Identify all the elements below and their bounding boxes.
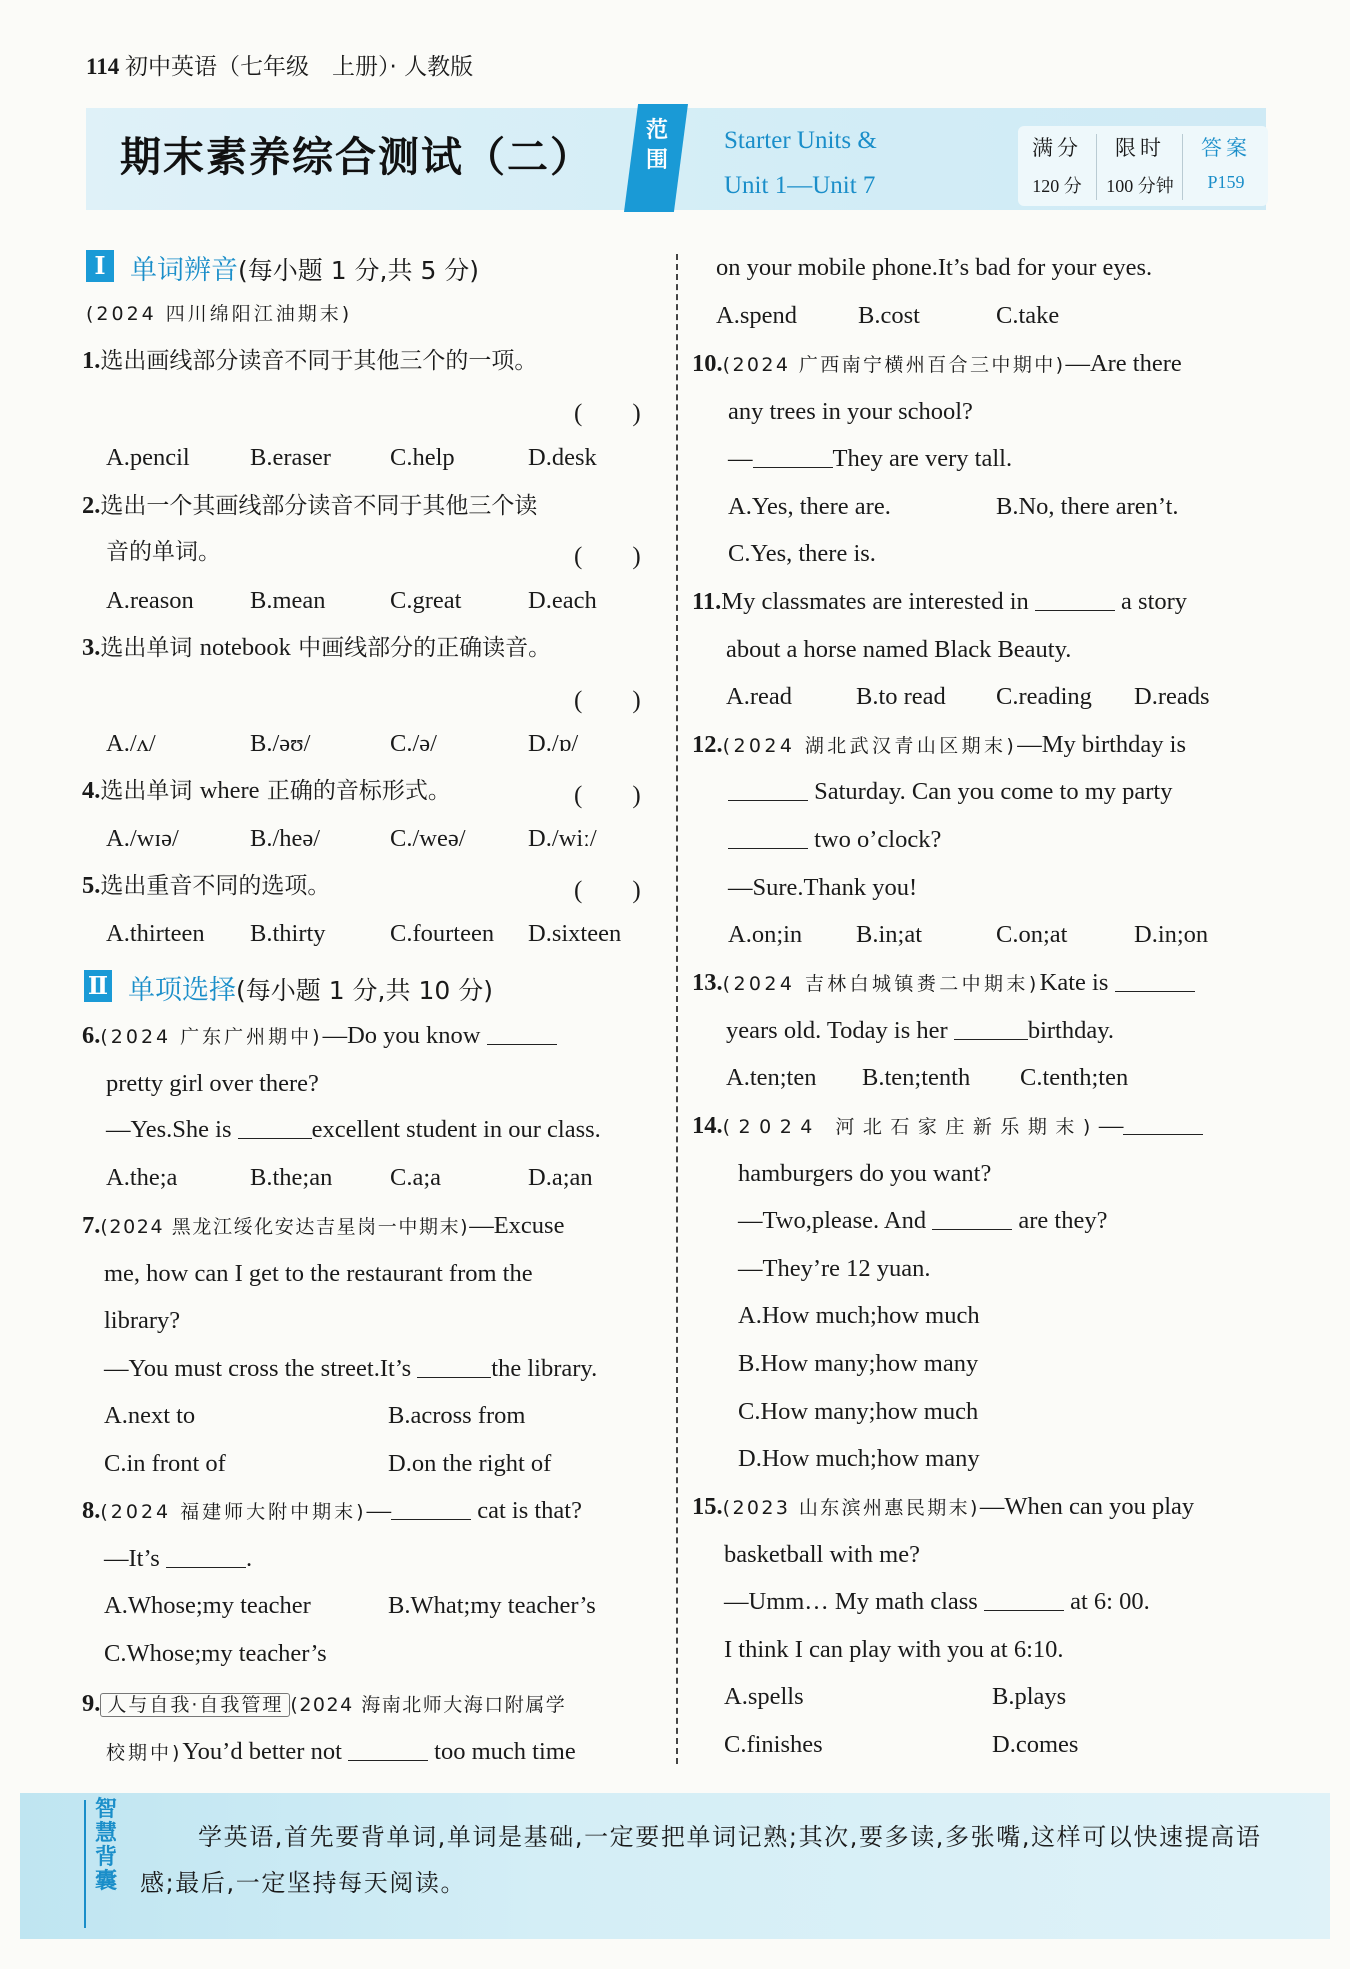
question-14-line-3 — [738, 1205, 1107, 1237]
option-b[interactable]: B.plays — [992, 1683, 1067, 1710]
option-a[interactable]: A.How much;how much — [738, 1302, 980, 1329]
scope-label: 范围 — [645, 118, 668, 173]
question-15-line-2: basketball with me? — [724, 1541, 920, 1568]
question-number: 14. — [692, 1112, 723, 1139]
option-a[interactable]: A.next to — [104, 1402, 196, 1429]
option-c[interactable]: C.reading — [996, 683, 1092, 710]
question-number: 2. — [82, 492, 101, 519]
question-6-line-3 — [106, 1114, 601, 1146]
question-text: Saturday. Can you come to my party — [814, 778, 1173, 805]
question-source: (2024 广西南宁横州百合三中期中) — [722, 354, 1066, 376]
page-title: 期末素养综合测试（二） — [120, 133, 593, 181]
question-text: 选出单词 — [100, 635, 200, 661]
question-number: 13. — [692, 969, 723, 996]
time-limit-cell — [1098, 126, 1182, 206]
time-limit-value: 100 分钟 — [1106, 176, 1174, 196]
question-10-line-1 — [692, 348, 1182, 381]
question-text: two o’clock? — [814, 826, 942, 853]
question-text: 选出画线部分读音不同于其他三个的一项。 — [100, 348, 538, 374]
option-a[interactable]: A.the;a — [106, 1164, 178, 1191]
fill-blank[interactable] — [1123, 1112, 1203, 1135]
option-a[interactable]: A.pencil — [106, 444, 190, 471]
question-11-line-1 — [692, 586, 1187, 618]
option-b[interactable]: B.How many;how many — [738, 1350, 979, 1377]
section-1-name: 单词辨音 — [130, 255, 238, 286]
question-source: (2024 福建师大附中期末) — [100, 1501, 367, 1523]
option-b[interactable]: B.thirty — [250, 920, 326, 947]
option-c[interactable]: C.finishes — [724, 1731, 823, 1758]
question-number: 10. — [692, 350, 723, 377]
question-12-line-4: —Sure.Thank you! — [728, 874, 918, 901]
question-text: — — [1098, 1112, 1124, 1139]
question-14-line-1 — [692, 1110, 1203, 1143]
page-number: 114 — [86, 54, 120, 79]
question-text: —My birthday is — [1017, 731, 1187, 758]
option-d[interactable]: D.a;an — [528, 1164, 593, 1191]
question-text: years old. Today is her — [726, 1017, 948, 1044]
scope-line-2: Unit 1—Unit 7 — [724, 172, 876, 199]
exam-info-table — [1018, 126, 1268, 206]
option-b[interactable]: B.No, there aren’t. — [996, 493, 1179, 520]
fill-blank[interactable] — [984, 1588, 1064, 1611]
question-9-line-3: on your mobile phone.It’s bad for your eyes. — [716, 254, 1153, 281]
question-2-stem — [82, 490, 537, 522]
question-text: —When can you play — [979, 1493, 1195, 1520]
full-score-value: 120 分 — [1032, 176, 1082, 196]
answer-blank[interactable]: ( ) — [574, 782, 641, 809]
question-text: a story — [1121, 588, 1188, 615]
book-title: 初中英语（七年级 上册）· 人教版 — [124, 54, 474, 80]
question-9-line-1 — [82, 1688, 566, 1721]
question-text: My classmates are interested in — [721, 588, 1029, 615]
option-b[interactable]: B.eraser — [250, 444, 331, 471]
question-text: You’d better not — [182, 1738, 342, 1765]
question-15-line-3 — [724, 1586, 1150, 1618]
question-source: (2024 黑龙江绥化安达吉星岗一中期末) — [100, 1216, 470, 1238]
column-divider — [676, 254, 678, 1764]
question-number: 12. — [692, 731, 723, 758]
option-c[interactable]: C./weə/ — [390, 825, 466, 852]
option-a[interactable]: A./ʌ/ — [106, 730, 156, 757]
option-c[interactable]: C.fourteen — [390, 920, 495, 947]
option-c[interactable]: C.great — [390, 587, 462, 614]
fill-blank[interactable] — [238, 1116, 312, 1139]
option-c[interactable]: C.Yes, there is. — [728, 540, 876, 567]
question-text: — — [728, 445, 753, 472]
answer-label: 答案 — [1201, 136, 1251, 160]
question-8-line-2 — [104, 1543, 252, 1575]
target-word: where — [199, 777, 260, 804]
question-number: 15. — [692, 1493, 723, 1520]
question-12-line-3 — [728, 824, 941, 856]
question-text: —Do you know — [322, 1022, 481, 1049]
question-14-line-2: hamburgers do you want? — [738, 1160, 992, 1187]
fill-blank[interactable] — [728, 778, 808, 801]
option-c[interactable]: C.How many;how much — [738, 1398, 979, 1425]
fill-blank[interactable] — [954, 1017, 1028, 1040]
section-1-title — [130, 248, 479, 287]
divider — [1182, 134, 1183, 200]
option-d[interactable]: D.sixteen — [528, 920, 622, 947]
option-d[interactable]: D.comes — [992, 1731, 1079, 1758]
question-number: 9. — [82, 1690, 101, 1717]
question-source: (2024 吉林白城镇赉二中期末) — [722, 973, 1040, 995]
question-4-stem — [82, 775, 451, 807]
option-c[interactable]: C.Whose;my teacher’s — [104, 1640, 327, 1667]
question-text: 选出一个其画线部分读音不同于其他三个读 — [100, 493, 538, 519]
question-text: —You must cross the street.It’s — [104, 1355, 412, 1382]
question-7-line-2: me, how can I get to the restaurant from the — [104, 1260, 533, 1287]
answer-blank[interactable]: ( ) — [574, 400, 641, 427]
question-text: They are very tall. — [832, 445, 1013, 472]
option-b[interactable]: B./əʊ/ — [250, 730, 311, 757]
question-source: (2024 湖北武汉青山区期末) — [722, 735, 1018, 757]
section-1-source: (2024 四川绵阳江油期末) — [86, 303, 353, 325]
option-a[interactable]: A.Yes, there are. — [728, 493, 891, 520]
question-number: 5. — [82, 872, 101, 899]
option-c[interactable]: C.on;at — [996, 921, 1068, 948]
question-number: 11. — [692, 588, 722, 615]
scope-line-1: Starter Units & — [724, 127, 877, 154]
question-text: —It’s — [104, 1545, 160, 1572]
option-d[interactable]: D./ɒ/ — [528, 730, 579, 757]
fill-blank[interactable] — [417, 1355, 491, 1378]
tip-label: 智慧背囊 — [94, 1797, 117, 1894]
divider — [1096, 134, 1097, 200]
option-b[interactable]: B.ten;tenth — [862, 1064, 971, 1091]
answer-cell[interactable] — [1184, 126, 1268, 206]
fill-blank[interactable] — [487, 1022, 557, 1045]
option-a[interactable]: A./wɪə/ — [106, 825, 179, 852]
question-7-line-1 — [82, 1210, 564, 1243]
question-text: — — [366, 1497, 392, 1524]
question-12-line-2 — [728, 776, 1172, 808]
option-d[interactable]: D.in;on — [1134, 921, 1209, 948]
option-a[interactable]: A.on;in — [728, 921, 803, 948]
section-2-name: 单项选择 — [128, 975, 236, 1006]
fill-blank[interactable] — [932, 1207, 1012, 1230]
tip-text: 学英语,首先要背单词,单词是基础,一定要把单词记熟;其次,要多读,多张嘴,这样可以快速提高语感;最后,一定坚持每天阅读。 — [140, 1823, 1262, 1897]
fill-blank[interactable] — [1035, 588, 1115, 611]
option-d[interactable]: D.on the right of — [388, 1450, 552, 1477]
question-13-line-1 — [692, 967, 1195, 1000]
question-text: —Yes.She is — [106, 1116, 232, 1143]
option-a[interactable]: A.spend — [716, 302, 797, 329]
question-text: are they? — [1018, 1207, 1108, 1234]
option-c[interactable]: C.tenth;ten — [1020, 1064, 1129, 1091]
question-source: 校期中) — [106, 1742, 183, 1764]
question-source: (2024 海南北师大海口附属学 — [290, 1694, 567, 1716]
option-c[interactable]: C.help — [390, 444, 455, 471]
option-c[interactable]: C.a;a — [390, 1164, 442, 1191]
option-a[interactable]: A.Whose;my teacher — [104, 1592, 311, 1619]
question-text: —Two,please. And — [738, 1207, 927, 1234]
fill-blank[interactable] — [166, 1545, 246, 1568]
option-b[interactable]: B.mean — [250, 587, 326, 614]
fill-blank[interactable] — [1115, 969, 1195, 992]
target-word: notebook — [199, 634, 291, 661]
question-text: birthday. — [1027, 1017, 1114, 1044]
fill-blank[interactable] — [728, 826, 808, 849]
section-1-badge: Ⅰ — [86, 250, 114, 282]
option-a[interactable]: A.reason — [106, 587, 194, 614]
question-number: 4. — [82, 777, 101, 804]
running-header — [86, 48, 473, 81]
question-7-line-3: library? — [104, 1307, 181, 1334]
question-text: the library. — [491, 1355, 598, 1382]
section-2-scoring: (每小题 1 分,共 10 分) — [236, 976, 493, 1005]
question-text: —Are there — [1065, 350, 1182, 377]
question-text: 选出单词 — [100, 778, 200, 804]
question-5-stem — [82, 870, 330, 902]
question-text: 选出重音不同的选项。 — [100, 873, 331, 899]
answer-page-link[interactable]: P159 — [1207, 172, 1245, 192]
question-text: —Umm… My math class — [724, 1588, 978, 1615]
option-c[interactable]: C.in front of — [104, 1450, 226, 1477]
option-d[interactable]: D.each — [528, 587, 597, 614]
question-12-line-1 — [692, 729, 1186, 762]
option-d[interactable]: D.How much;how many — [738, 1445, 980, 1472]
question-number: 8. — [82, 1497, 101, 1524]
question-source: (2024 河北石家庄新乐期末) — [722, 1116, 1099, 1138]
question-15-line-4: I think I can play with you at 6:10. — [724, 1636, 1064, 1663]
question-1-stem — [82, 345, 537, 377]
question-13-line-2 — [726, 1015, 1114, 1047]
question-number: 7. — [82, 1212, 101, 1239]
question-number: 1. — [82, 347, 101, 374]
question-text: at 6: 00. — [1070, 1588, 1150, 1615]
question-text: —Excuse — [469, 1212, 565, 1239]
question-6-line-2: pretty girl over there? — [106, 1070, 319, 1097]
option-d[interactable]: D./wiː/ — [528, 825, 597, 852]
question-9-line-2 — [106, 1736, 576, 1769]
time-limit-label: 限时 — [1115, 136, 1165, 160]
answer-blank[interactable]: ( ) — [574, 687, 641, 714]
fill-blank[interactable] — [753, 445, 833, 468]
option-a[interactable]: A.read — [726, 683, 792, 710]
question-15-line-1 — [692, 1491, 1194, 1524]
full-score-cell — [1018, 126, 1096, 206]
fill-blank[interactable] — [348, 1738, 428, 1761]
option-b[interactable]: B.to read — [856, 683, 946, 710]
answer-blank[interactable]: ( ) — [574, 543, 641, 570]
option-b[interactable]: B.What;my teacher’s — [388, 1592, 596, 1619]
question-number: 6. — [82, 1022, 101, 1049]
question-3-stem — [82, 632, 551, 664]
question-text: Kate is — [1039, 969, 1109, 996]
full-score-label: 满分 — [1032, 136, 1082, 160]
option-a[interactable]: A.spells — [724, 1683, 804, 1710]
question-text: . — [245, 1545, 253, 1572]
topic-tag: 人与自我·自我管理 — [100, 1693, 290, 1717]
question-text: 中画线部分的正确读音。 — [290, 635, 552, 661]
question-number: 3. — [82, 634, 101, 661]
question-source: (2023 山东滨州惠民期末) — [722, 1497, 980, 1519]
option-b[interactable]: B.the;an — [250, 1164, 333, 1191]
option-c[interactable]: C.take — [996, 302, 1060, 329]
section-2-title — [128, 968, 493, 1007]
question-text-continued: 音的单词。 — [106, 539, 221, 565]
question-text: excellent student in our class. — [311, 1116, 601, 1143]
section-1-scoring: (每小题 1 分,共 5 分) — [238, 256, 480, 285]
fill-blank[interactable] — [391, 1497, 471, 1520]
option-b[interactable]: B.in;at — [856, 921, 923, 948]
question-10-line-3 — [728, 443, 1012, 475]
option-c[interactable]: C./ə/ — [390, 730, 437, 757]
question-text: 正确的音标形式。 — [259, 778, 451, 804]
answer-blank[interactable]: ( ) — [574, 877, 641, 904]
question-text: cat is that? — [477, 1497, 582, 1524]
option-b[interactable]: B.cost — [858, 302, 920, 329]
question-8-line-1 — [82, 1495, 582, 1528]
tip-divider — [84, 1800, 86, 1928]
question-14-line-4: —They’re 12 yuan. — [738, 1255, 931, 1282]
question-11-line-2: about a horse named Black Beauty. — [726, 636, 1072, 663]
option-b[interactable]: B./heə/ — [250, 825, 321, 852]
option-a[interactable]: A.thirteen — [106, 920, 205, 947]
option-b[interactable]: B.across from — [388, 1402, 526, 1429]
question-7-line-4 — [104, 1353, 597, 1385]
option-d[interactable]: D.desk — [528, 444, 597, 471]
question-text: too much time — [434, 1738, 576, 1765]
question-6-line-1 — [82, 1020, 557, 1053]
question-source: (2024 广东广州期中) — [100, 1026, 323, 1048]
option-d[interactable]: D.reads — [1134, 683, 1210, 710]
section-2-badge: Ⅱ — [84, 970, 112, 1002]
question-10-line-2: any trees in your school? — [728, 398, 973, 425]
option-a[interactable]: A.ten;ten — [726, 1064, 817, 1091]
